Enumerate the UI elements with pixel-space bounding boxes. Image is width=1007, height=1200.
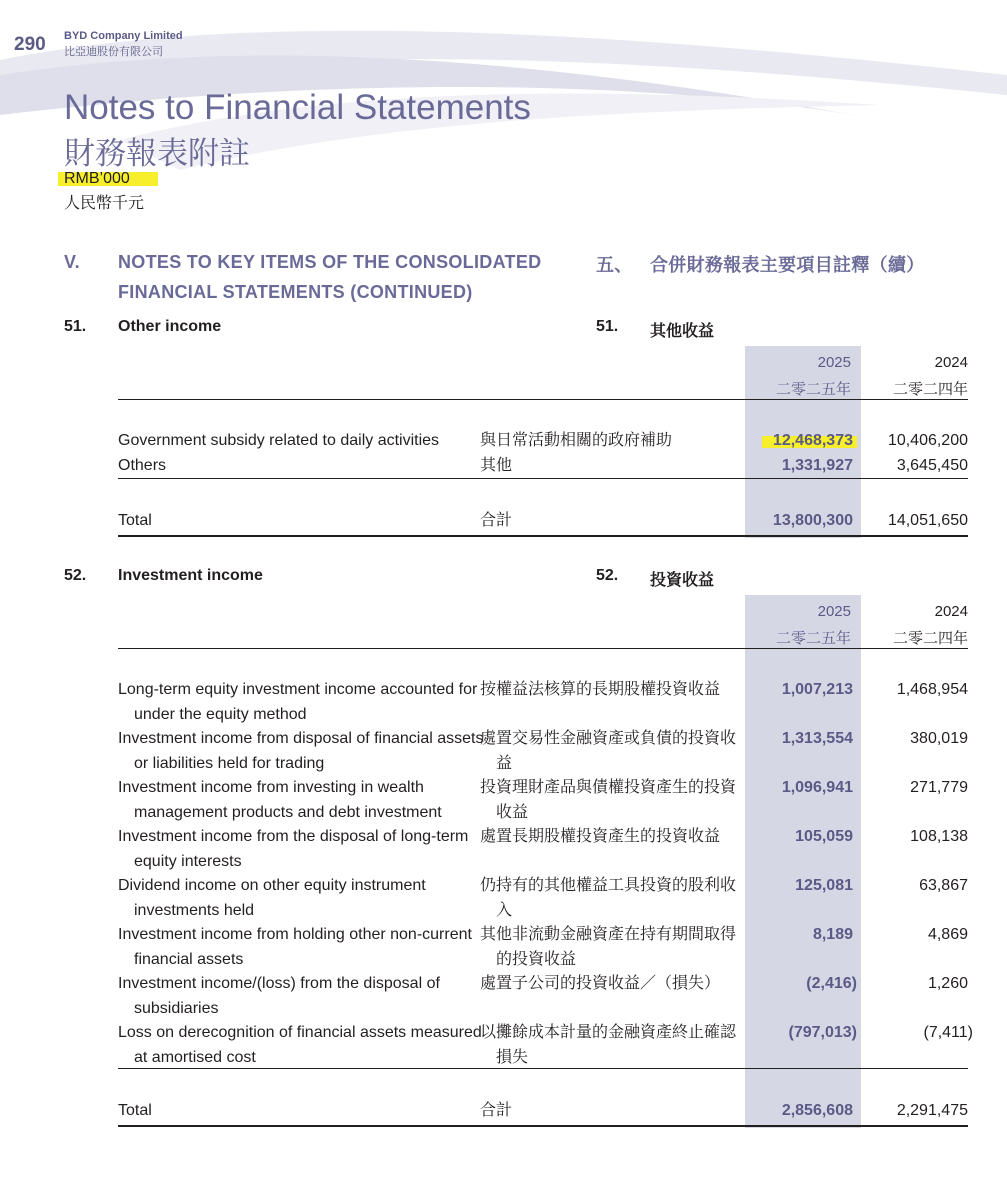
row-value-current: 12,468,373 <box>772 432 853 449</box>
section-title-zh: 合併財務報表主要項目註釋（續） <box>650 255 925 275</box>
page-title-en: Notes to Financial Statements <box>64 88 531 127</box>
row-label-en: Investment income/(loss) from the disposal of subsidiaries <box>118 975 440 1017</box>
row-label-zh: 其他 <box>480 457 513 474</box>
row-label-en: Loss on derecognition of financial assets measured at amortised cost <box>118 1024 482 1066</box>
row-value-prior: 271,779 <box>910 779 968 796</box>
row-value-prior: 63,867 <box>919 877 968 894</box>
row-value-current: 1,331,927 <box>781 457 853 474</box>
row-value-current: 8,189 <box>812 926 853 943</box>
note51-year-current: 2025 <box>817 354 851 371</box>
row-label-zh: 處置長期股權投資產生的投資收益 <box>480 828 721 845</box>
note52-title-zh: 投資收益 <box>650 572 715 589</box>
row-label-zh: 處置子公司的投資收益／（損失） <box>480 975 721 992</box>
company-name-en: BYD Company Limited <box>64 30 183 42</box>
note51-year-prior: 2024 <box>934 354 968 371</box>
note51-number-zh: 51. <box>596 318 619 335</box>
row-label-zh: 按權益法核算的長期股權投資收益 <box>480 681 721 698</box>
page-title-zh: 財務報表附註 <box>64 136 250 171</box>
note52-header-rule <box>118 648 968 649</box>
row-label-zh: 處置交易性金融資產或負債的投資收益 <box>480 730 737 772</box>
note52-year-prior: 2024 <box>934 603 968 620</box>
total-value-current: 2,856,608 <box>781 1102 853 1119</box>
row-label-en: Investment income from the disposal of long-term equity interests <box>118 828 469 870</box>
total-value-current: 13,800,300 <box>772 512 853 529</box>
note51-year-prior-zh: 二零二四年 <box>892 381 968 398</box>
row-label-en: Government subsidy related to daily activities <box>118 432 440 449</box>
row-label-en: Investment income from disposal of financial assets or liabilities held for trading <box>118 730 484 772</box>
row-value-prior: 10,406,200 <box>887 432 968 449</box>
note52-number-zh: 52. <box>596 567 619 584</box>
note52-subtotal-rule <box>118 1068 968 1069</box>
note51-subtotal-rule <box>118 478 968 479</box>
total-label-zh: 合計 <box>480 1102 513 1119</box>
row-value-current: (2,416) <box>806 975 857 992</box>
note52-title-en: Investment income <box>118 567 263 584</box>
company-name-zh: 比亞迪股份有限公司 <box>64 46 163 58</box>
row-value-prior: 108,138 <box>910 828 968 845</box>
row-value-prior: 3,645,450 <box>896 457 968 474</box>
total-label-zh: 合計 <box>480 512 513 529</box>
note52-year-current: 2025 <box>817 603 851 620</box>
note51-number-en: 51. <box>64 318 87 335</box>
note51-year-current-zh: 二零二五年 <box>775 381 851 398</box>
row-label-en: Investment income from holding other non-current financial assets <box>118 926 472 968</box>
note52-year-prior-zh: 二零二四年 <box>892 630 968 647</box>
row-value-prior: (7,411) <box>923 1024 973 1041</box>
total-label-en: Total <box>118 1102 152 1119</box>
row-value-current: 105,059 <box>795 828 853 845</box>
row-value-prior: 1,468,954 <box>896 681 968 698</box>
row-value-current: 1,313,554 <box>781 730 853 747</box>
row-value-prior: 1,260 <box>927 975 968 992</box>
row-label-en: Long-term equity investment income accounted for under the equity method <box>118 681 478 723</box>
row-value-prior: 380,019 <box>910 730 968 747</box>
row-label-zh: 以攤餘成本計量的金融資產終止確認損失 <box>480 1024 737 1066</box>
row-label-en: Dividend income on other equity instrument investments held <box>118 877 426 919</box>
note52-year-current-zh: 二零二五年 <box>775 630 851 647</box>
row-label-zh: 與日常活動相關的政府補助 <box>480 432 673 449</box>
row-value-prior: 4,869 <box>927 926 968 943</box>
row-value-current: 1,007,213 <box>781 681 853 698</box>
section-number-zh: 五、 <box>596 255 633 275</box>
row-value-current: (797,013) <box>788 1024 857 1041</box>
total-label-en: Total <box>118 512 152 529</box>
total-value-prior: 2,291,475 <box>896 1102 968 1119</box>
unit-label-zh: 人民幣千元 <box>64 195 145 212</box>
note51-title-en: Other income <box>118 318 222 335</box>
row-label-zh: 其他非流動金融資產在持有期間取得的投資收益 <box>480 926 737 968</box>
section-title-en-line1: NOTES TO KEY ITEMS OF THE CONSOLIDATED <box>118 252 542 272</box>
row-value-current: 125,081 <box>795 877 853 894</box>
page-number: 290 <box>14 34 46 55</box>
row-label-zh: 仍持有的其他權益工具投資的股利收入 <box>480 877 737 919</box>
row-label-zh: 投資理財產品與債權投資產生的投資收益 <box>480 779 737 821</box>
unit-label-en: RMB’000 <box>64 170 130 187</box>
note51-title-zh: 其他收益 <box>650 323 715 340</box>
section-title-en-line2: FINANCIAL STATEMENTS (CONTINUED) <box>118 282 473 302</box>
note52-current-year-band <box>745 595 861 1128</box>
note51-header-rule <box>118 399 968 400</box>
note51-total-rule <box>118 535 968 537</box>
total-value-prior: 14,051,650 <box>887 512 968 529</box>
row-label-en: Others <box>118 457 167 474</box>
row-value-current: 1,096,941 <box>781 779 853 796</box>
note52-number-en: 52. <box>64 567 87 584</box>
note52-total-rule <box>118 1125 968 1127</box>
row-label-en: Investment income from investing in wealth management products and debt investment <box>118 779 442 821</box>
section-number-en: V. <box>64 252 80 272</box>
